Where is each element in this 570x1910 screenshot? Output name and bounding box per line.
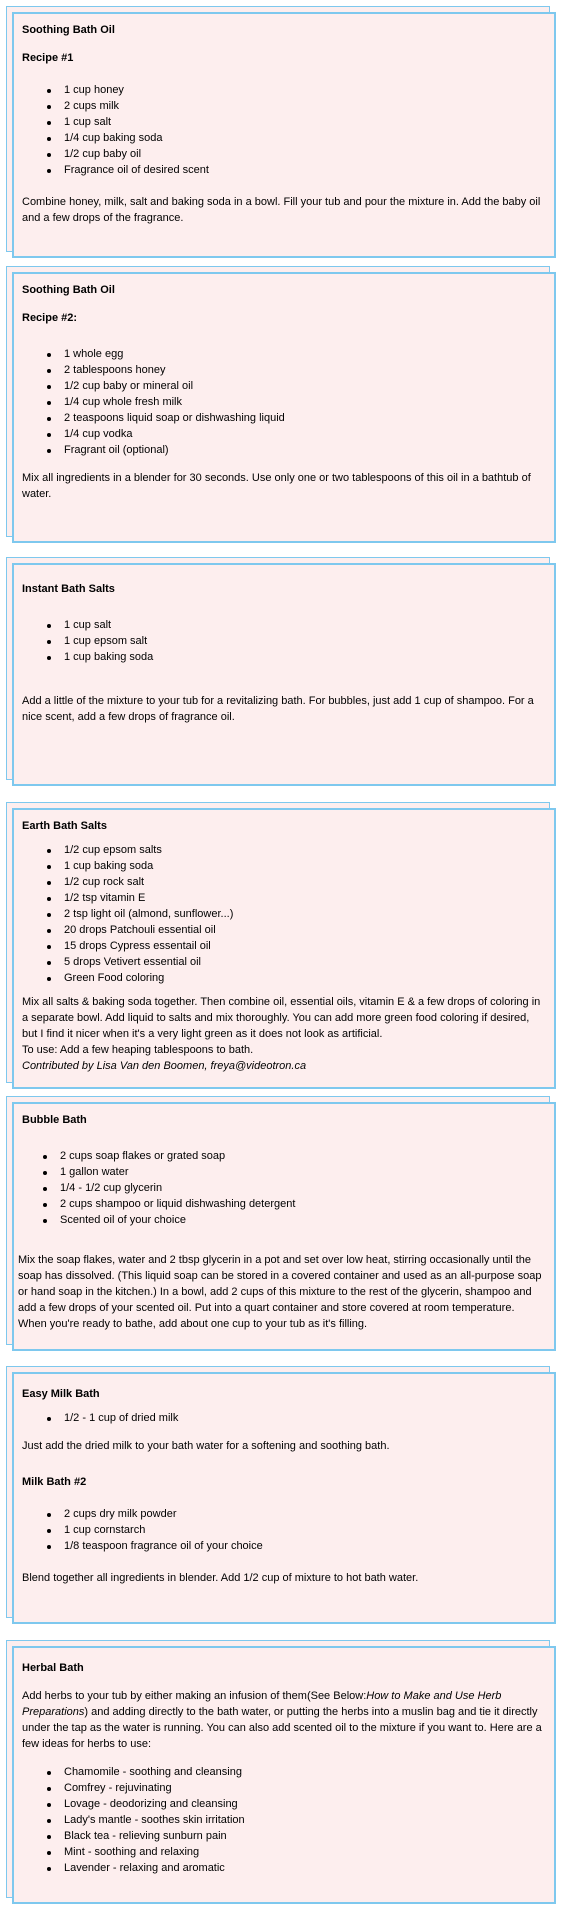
list-item: 1 cup honey [22,82,546,98]
list-item: 1 gallon water [18,1164,546,1180]
herb-preparations-reference: How to Make and Use Herb Preparations [22,1690,502,1718]
ingredient-list [22,82,546,178]
instructions-text: Mix all salts & baking soda together. Then combine oil, essential oils, vitamin E & a few drops of coloring in a separate bowl. Add liquid to salts and mix thoroughly. You can add more green food coloring if desired, but I find it nicer when it's a very light green as it does not look as artificial. [22,996,541,1040]
list-item: Scented oil of your choice [18,1212,546,1228]
card-title: Herbal Bath [22,1662,84,1674]
list-item: 2 tsp light oil (almond, sunflower...) [22,906,546,922]
list-item: 1/8 teaspoon fragrance oil of your choice [22,1538,546,1554]
list-item: Fragrance oil of desired scent [22,162,546,178]
list-item: 1/2 - 1 cup of dried milk [22,1410,546,1426]
list-item: 1 cup baking soda [22,858,546,874]
list-item: 1/2 tsp vitamin E [22,890,546,906]
card-body [12,12,556,258]
card-title: Earth Bath Salts [22,820,107,832]
recipe-card-soothing-bath-oil-1 [6,6,556,258]
card-body [12,808,556,1089]
ingredient-list [22,842,546,986]
card-title: Easy Milk Bath [22,1388,100,1400]
list-item: 1 whole egg [22,346,546,362]
intro-text: Add herbs to your tub by either making an infusion of them(See Below: [22,1690,367,1702]
list-item: 2 tablespoons honey [22,362,546,378]
ingredient-list-2 [22,1506,546,1554]
list-item: 5 drops Vetivert essential oil [22,954,546,970]
card-title: Bubble Bath [22,1114,87,1126]
recipe-card-earth-bath-salts [6,802,556,1089]
herb-list [22,1764,546,1876]
list-item: 1 cup epsom salt [22,633,546,649]
list-item: Chamomile - soothing and cleansing [22,1764,546,1780]
list-item: Mint - soothing and relaxing [22,1844,546,1860]
list-item: 2 cups dry milk powder [22,1506,546,1522]
recipe-card-soothing-bath-oil-2 [6,266,556,543]
list-item: 2 cups soap flakes or grated soap [18,1148,546,1164]
card-body [12,272,556,543]
list-item: Comfrey - rejuvinating [22,1780,546,1796]
card-subtitle: Recipe #1 [22,52,74,64]
list-item: 1/2 cup baby or mineral oil [22,378,546,394]
list-item: 1 cup cornstarch [22,1522,546,1538]
list-item: Lavender - relaxing and aromatic [22,1860,546,1876]
ingredient-list [22,346,546,458]
list-item: 1/4 - 1/2 cup glycerin [18,1180,546,1196]
list-item: 1/2 cup baby oil [22,146,546,162]
intro-text-continued: ) and adding directly to the bath water, or putting the herbs into a muslin bag and tie it directly under the tap as the water is running. You can also add scented oil to the mixture if you want to. Here are a few ideas for herbs to use: [22,1706,542,1750]
list-item: 1/2 cup epsom salts [22,842,546,858]
list-item: 1/4 cup baking soda [22,130,546,146]
list-item: 2 cups milk [22,98,546,114]
card-title: Soothing Bath Oil [22,284,115,296]
usage-text: To use: Add a few heaping tablespoons to bath. [22,1044,254,1056]
card-body [12,1646,556,1904]
list-item: Fragrant oil (optional) [22,442,546,458]
card-body [12,563,556,786]
list-item: Lovage - deodorizing and cleansing [22,1796,546,1812]
list-item: Lady's mantle - soothes skin irritation [22,1812,546,1828]
contributor-credit: Contributed by Lisa Van den Boomen, freya@videotron.ca [22,1060,307,1072]
recipe-card-instant-bath-salts [6,557,556,786]
card-title: Instant Bath Salts [22,583,115,595]
instructions-text: Just add the dried milk to your bath water for a softening and soothing bath. [22,1440,390,1452]
list-item: 2 teaspoons liquid soap or dishwashing liquid [22,410,546,426]
ingredient-list [18,1148,546,1228]
list-item: 1/2 cup rock salt [22,874,546,890]
instructions-text: Add a little of the mixture to your tub for a revitalizing bath. For bubbles, just add 1 cup of shampoo. For a nice scent, add a few drops of fragrance oil. [22,695,534,723]
list-item: 1/4 cup vodka [22,426,546,442]
card-title: Soothing Bath Oil [22,24,115,36]
recipe-card-herbal-bath [6,1640,556,1904]
recipe-card-bubble-bath [6,1096,556,1351]
instructions-text [22,1688,546,1752]
list-item: 2 cups shampoo or liquid dishwashing detergent [18,1196,546,1212]
card-body [12,1102,556,1351]
list-item: 1/4 cup whole fresh milk [22,394,546,410]
ingredient-list [22,1410,546,1426]
instructions-text: Mix the soap flakes, water and 2 tbsp glycerin in a pot and set over low heat, stirring occasionally until the soap has dissolved. (This liquid soap can be stored in a covered container and used as an all-purpose soap or hand soap in the kitchen.) In a bowl, add 2 cups of this mixture to the rest of the glycerin, shampoo and add a few drops of your scented oil. Put into a quart container and store covered at room temperature. When you're ready to bathe, add about one cup to your tub as it's filling. [18,1254,542,1330]
card-subtitle: Recipe #2: [22,312,78,324]
card-subtitle: Milk Bath #2 [22,1476,87,1488]
list-item: 1 cup baking soda [22,649,546,665]
list-item: Black tea - relieving sunburn pain [22,1828,546,1844]
card-body [12,1372,556,1624]
instructions-text: Mix all ingredients in a blender for 30 seconds. Use only one or two tablespoons of this oil in a bathtub of water. [22,472,531,500]
list-item: 20 drops Patchouli essential oil [22,922,546,938]
list-item: 15 drops Cypress essentail oil [22,938,546,954]
list-item: 1 cup salt [22,114,546,130]
instructions-text-2: Blend together all ingredients in blender. Add 1/2 cup of mixture to hot bath water. [22,1572,419,1584]
recipe-card-milk-bath [6,1366,556,1624]
instructions-text: Combine honey, milk, salt and baking soda in a bowl. Fill your tub and pour the mixture in. Add the baby oil and a few drops of the fragrance. [22,196,541,224]
list-item: Green Food coloring [22,970,546,986]
ingredient-list [22,617,546,665]
list-item: 1 cup salt [22,617,546,633]
